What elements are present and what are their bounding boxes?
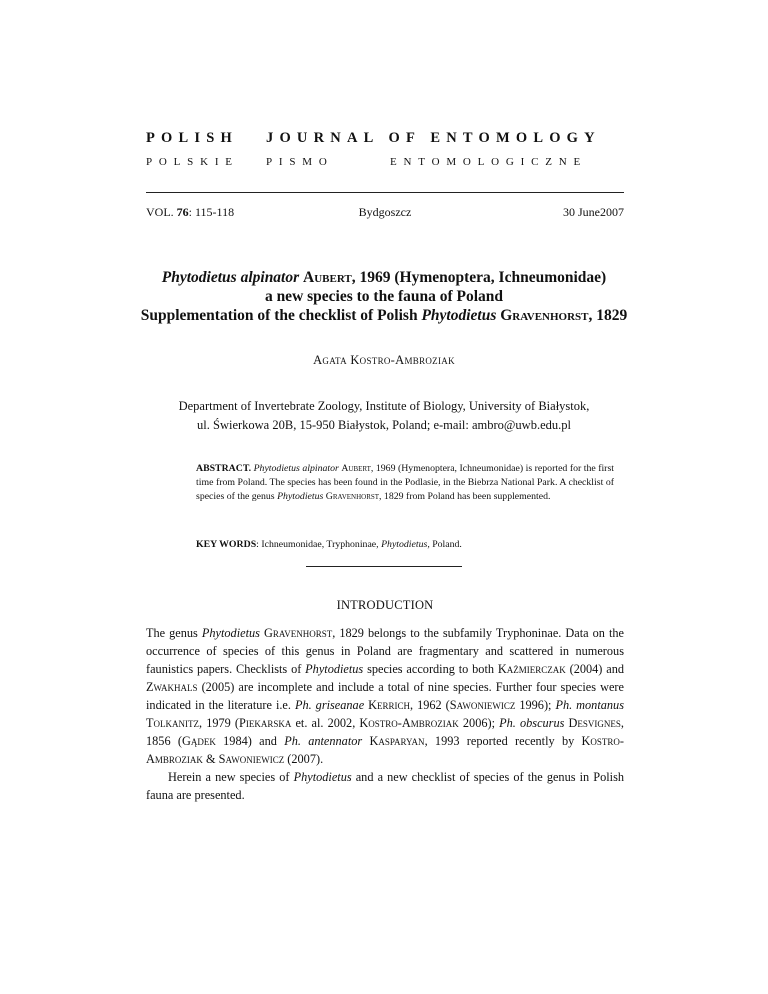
text-run: 2006); bbox=[458, 716, 500, 730]
publication-place: Bydgoszcz bbox=[358, 205, 412, 219]
cited-author: Kostro-Ambroziak bbox=[146, 734, 625, 766]
affiliation-line-1: Department of Invertebrate Zoology, Institute of Biology, University of Białystok, bbox=[178, 399, 590, 413]
masthead-english-row bbox=[146, 130, 624, 152]
volume-info bbox=[146, 205, 234, 220]
masthead-polish-word: POLISH bbox=[146, 130, 238, 146]
text-run: (2005) are incomplete and include a total of nine species. Further four species were indicated in the literature i.e. bbox=[146, 680, 624, 712]
text-run: et. al. 2002, bbox=[291, 716, 360, 730]
text-run: species according to both bbox=[363, 662, 498, 676]
genus-name: Phytodietus bbox=[305, 662, 364, 676]
title-line-3 bbox=[100, 306, 668, 325]
text-run: , 1856 ( bbox=[146, 716, 624, 748]
text-run: 1984) and bbox=[215, 734, 285, 748]
author-affiliation bbox=[100, 397, 668, 435]
abstract-author-2: Gravenhorst bbox=[325, 491, 380, 502]
genus-name: Phytodietus bbox=[201, 626, 260, 640]
title-line-1 bbox=[100, 268, 668, 287]
abstract-species: Phytodietus alpinator bbox=[253, 463, 339, 474]
title-line-3-pre: Supplementation of the checklist of Polish bbox=[140, 307, 422, 324]
title-line-2: a new species to the fauna of Poland bbox=[264, 288, 504, 305]
cited-author: Zwakhals bbox=[146, 680, 198, 694]
abstract-divider bbox=[306, 566, 462, 567]
title-species-author: Aubert bbox=[303, 269, 352, 286]
title-line-1-rest: , 1969 (Hymenoptera, Ichneumonidae) bbox=[351, 269, 607, 286]
issue-info bbox=[146, 205, 624, 221]
abstract-label: ABSTRACT. bbox=[196, 463, 252, 474]
introduction-paragraph-1 bbox=[146, 624, 624, 768]
paper-title bbox=[100, 268, 668, 325]
species-name: Ph. griseanae bbox=[294, 698, 365, 712]
cited-author: Każmierczak bbox=[497, 662, 566, 676]
species-name: Ph. montanus bbox=[555, 698, 624, 712]
abstract-author-1: Aubert bbox=[341, 463, 371, 474]
taxon-author: Kerrich bbox=[368, 698, 411, 712]
cited-author: Sawoniewicz bbox=[218, 752, 285, 766]
masthead-entomologiczne-word: ENTOMOLOGICZNE bbox=[390, 156, 588, 168]
keywords-text: : Ichneumonidae, Tryphoninae, bbox=[256, 539, 382, 550]
taxon-author: Gravenhorst bbox=[263, 626, 333, 640]
cited-author: Piekarska bbox=[239, 716, 292, 730]
keywords-genus: Phytodietus, bbox=[381, 539, 430, 550]
masthead-pismo-word: PISMO bbox=[266, 156, 334, 168]
text-run: , 1829 belongs to the subfamily Tryphoninae. Data on the occurrence of species of this genus in Poland are fragmentary and scattered in numerous faunistics papers. Checklists of bbox=[146, 626, 624, 676]
text-run: & bbox=[202, 752, 219, 766]
publication-date: 30 June2007 bbox=[563, 205, 624, 219]
abstract bbox=[196, 462, 614, 504]
text-run: , 1979 ( bbox=[199, 716, 240, 730]
cited-author: Sawoniewicz bbox=[449, 698, 516, 712]
text-run: Herein a new species of bbox=[168, 770, 294, 784]
genus-name: Phytodietus bbox=[293, 770, 352, 784]
volume-pages: : 115-118 bbox=[188, 205, 235, 219]
keywords-end: Poland. bbox=[429, 539, 462, 550]
text-run: 1996); bbox=[515, 698, 556, 712]
journal-masthead bbox=[146, 130, 624, 174]
introduction-heading: INTRODUCTION bbox=[336, 598, 434, 612]
abstract-genus: Phytodietus bbox=[277, 491, 324, 502]
title-genus-year: , 1829 bbox=[588, 307, 628, 324]
text-run: , 1962 ( bbox=[410, 698, 450, 712]
species-name: Ph. antennator bbox=[284, 734, 363, 748]
introduction-body bbox=[146, 624, 624, 804]
text-run: and a new checklist of species of the genus in Polish fauna are presented. bbox=[146, 770, 624, 802]
text-run: , 1993 reported recently by bbox=[424, 734, 582, 748]
taxon-author: Tolkanitz bbox=[146, 716, 199, 730]
masthead-polish-row bbox=[146, 156, 624, 178]
masthead-divider bbox=[146, 192, 624, 193]
introduction-paragraph-2 bbox=[146, 768, 624, 804]
masthead-journal-of-entomology: JOURNAL OF ENTOMOLOGY bbox=[266, 130, 601, 146]
abstract-text-2: , 1829 from Poland has been supplemented. bbox=[379, 491, 551, 502]
masthead-polskie-word: POLSKIE bbox=[146, 156, 239, 168]
title-species: Phytodietus alpinator bbox=[161, 269, 300, 286]
volume-prefix: VOL. bbox=[146, 205, 177, 219]
taxon-author: Kasparyan bbox=[369, 734, 425, 748]
text-run: (2004) and bbox=[565, 662, 624, 676]
title-genus: Phytodietus bbox=[421, 307, 497, 324]
text-run: The genus bbox=[146, 626, 202, 640]
cited-author: Kostro-Ambroziak bbox=[359, 716, 459, 730]
author-name: Agata Kostro-Ambroziak bbox=[313, 353, 455, 367]
affiliation-line-2: ul. Świerkowa 20B, 15-950 Białystok, Poland; e-mail: ambro@uwb.edu.pl bbox=[197, 418, 571, 432]
taxon-author: Desvignes bbox=[568, 716, 621, 730]
title-genus-author: Gravenhorst bbox=[500, 307, 589, 324]
abstract-text-1: , 1969 (Hymenoptera, Ichneumonidae) is reported for the first time from Poland. The species has been found in the Podlasie, in the Biebrza National Park. A checklist of species of the genus bbox=[196, 463, 614, 502]
species-name: Ph. obscurus bbox=[499, 716, 565, 730]
cited-author: Gądek bbox=[181, 734, 216, 748]
keywords-label: KEY WORDS bbox=[196, 539, 257, 550]
text-run: (2007). bbox=[284, 752, 324, 766]
volume-number: 76 bbox=[176, 205, 189, 219]
key-words bbox=[196, 539, 614, 550]
